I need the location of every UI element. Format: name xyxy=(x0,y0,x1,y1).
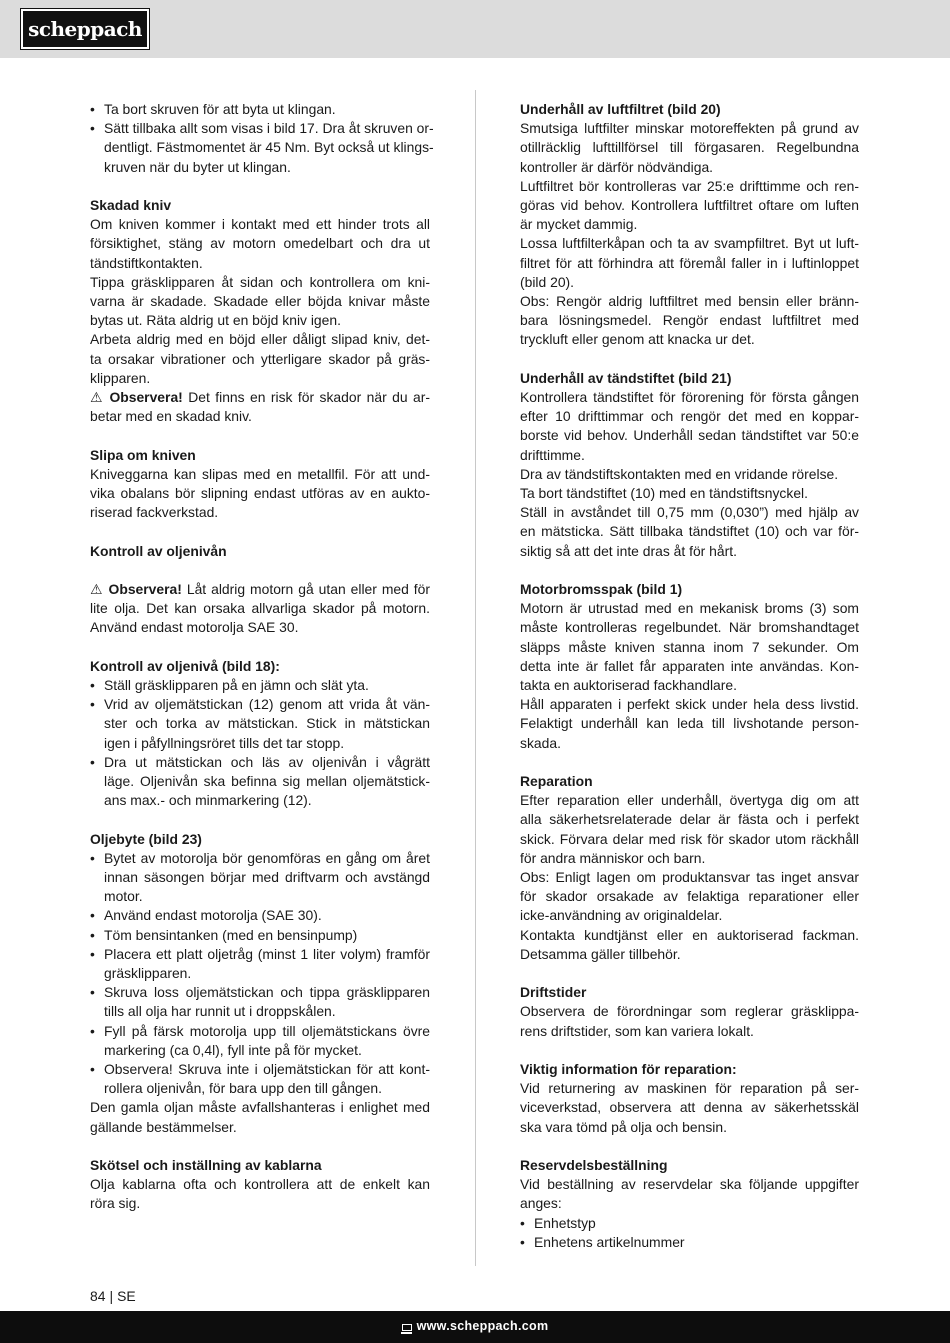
text-line: viceverkstad, observera att denna av säkerhetsskäl xyxy=(520,1099,859,1116)
oil-check-warning: ⚠ Observera! Låt aldrig motorn gå utan eller med för xyxy=(90,581,431,598)
text-line: • Enhetens artikelnummer xyxy=(534,1233,685,1250)
text-line: drifttimme. xyxy=(520,446,585,463)
oil-check-warning-cont xyxy=(90,599,430,637)
text-line: tändstiftkontakten. xyxy=(90,254,203,271)
text-line: göras vid behov. Kontrollera luftfiltret oftare om luften xyxy=(520,197,859,214)
list-item xyxy=(90,906,430,925)
section-heading-operating-times: Driftstider xyxy=(520,984,587,1001)
page-number: 84 | SE xyxy=(90,1288,136,1304)
damaged-knife-para-3 xyxy=(90,330,430,388)
text-line: riserad fackverkstad. xyxy=(90,504,219,521)
text-line: ska vara tömd på olja och bensin. xyxy=(520,1118,727,1135)
list-item xyxy=(90,676,430,695)
text-line: Felaktigt underhåll kan leda till livshotande person- xyxy=(520,715,859,732)
text-line: anges: xyxy=(520,1195,562,1212)
text-line: otillräcklig lufttillförsel till förgasaren. Regelbundna xyxy=(520,139,859,156)
text-line: Efter reparation eller underhåll, övertyga dig om att xyxy=(520,792,859,809)
repair-info-para xyxy=(520,1079,859,1137)
oil-level-bullets xyxy=(90,676,430,810)
spark-plug-para-2 xyxy=(520,465,859,484)
section-heading-brake: Motorbromsspak (bild 1) xyxy=(520,581,683,598)
text-line: lite olja. Det kan orsaka allvarliga skador på motorn. xyxy=(90,600,430,617)
text-line: efter 10 drifttimmar och rengör det med en koppar- xyxy=(520,408,859,425)
section-heading-spare-parts: Reservdelsbeställning xyxy=(520,1157,668,1174)
text-line: klipparen. xyxy=(90,369,151,386)
text-line: för skador orsakade av felaktiga reparationer eller xyxy=(520,888,859,905)
page-footer xyxy=(0,1311,950,1343)
text-line: ster och torka av mätstickan. Stick in mätstickan xyxy=(104,715,430,732)
website-link[interactable]: www.scheppach.com xyxy=(0,1319,950,1333)
text-line: • Vrid av oljemätstickan (12) genom att vrida åt vän- xyxy=(104,696,430,713)
text-line: ta orsakar vibrationer och ytterligare skador på gräs- xyxy=(90,350,430,367)
text-line: borste vid behov. Underhåll sedan tändstiftet var 50:e xyxy=(520,427,859,444)
text-line: takta en auktoriserad fackhandlare. xyxy=(520,677,737,694)
text-line: Olja kablarna ofta och kontrollera att de enkelt kan xyxy=(90,1176,430,1193)
right-column xyxy=(520,100,859,1252)
section-heading-oil-change: Oljebyte (bild 23) xyxy=(90,830,202,847)
scheppach-logo: scheppach xyxy=(21,9,149,49)
text-line: • Ställ gräsklipparen på en jämn och slät yta. xyxy=(104,677,369,694)
spark-plug-para-4 xyxy=(520,503,859,561)
text-line: bytas ut. Räta aldrig ut en böjd kniv igen. xyxy=(90,312,341,329)
damaged-knife-para-2 xyxy=(90,273,430,331)
text-line: rollera oljenivån, för bara upp den till gången. xyxy=(104,1080,382,1097)
spare-parts-para xyxy=(520,1175,859,1213)
list-item xyxy=(520,1233,859,1252)
text-line: bara lösningsmedel. Rengör endast luftfiltret med xyxy=(520,312,859,329)
text-line: • Enhetstyp xyxy=(534,1214,596,1231)
list-item xyxy=(90,1022,430,1060)
text-line: läge. Oljenivån ska befinna sig mellan oljemätstick- xyxy=(104,773,430,790)
text-line: kontroller är därför nödvändiga. xyxy=(520,158,714,175)
text-line: Luftfiltret bör kontrolleras var 25:e drifttimme och ren- xyxy=(520,177,859,194)
list-item xyxy=(90,119,434,177)
list-item xyxy=(90,1060,430,1098)
text-line: för andra människor och barn. xyxy=(520,849,706,866)
text-line: motor. xyxy=(104,888,143,905)
text-line: Tippa gräsklipparen åt sidan och kontrollera om kni- xyxy=(90,273,430,290)
text-line: varna är skadade. Skadade eller böjda knivar måste xyxy=(90,293,430,310)
text-line: Observera de förordningar som reglerar gräsklippa- xyxy=(520,1003,859,1020)
spark-plug-para-3 xyxy=(520,484,859,503)
text-line: detta inte är fallet får apparaten inte användas. Kon- xyxy=(520,657,859,674)
list-item xyxy=(90,926,430,945)
text-line: Om kniven kommer i kontakt med ett hinder trots all xyxy=(90,216,430,233)
text-line: gräsklipparen. xyxy=(104,965,192,982)
sharpen-para xyxy=(90,465,430,523)
list-item xyxy=(90,753,430,811)
text-line: måste kontrolleras regelbundet. När bromshandtaget xyxy=(520,619,859,636)
text-line: tills all olja har runnit ut i droppskålen. xyxy=(104,1003,336,1020)
list-item xyxy=(90,849,430,907)
air-filter-para-2 xyxy=(520,177,859,235)
section-heading-oil-level: Kontroll av oljenivå (bild 18): xyxy=(90,657,280,674)
cables-para xyxy=(90,1175,430,1213)
text-line: markering (ca 0,4l), fyll inte på för mycket. xyxy=(104,1041,362,1058)
text-line: igen i påfyllningsröret tills det tar stopp. xyxy=(104,734,345,751)
text-line: kruven när du byter ut klingan. xyxy=(104,158,291,175)
warning-icon: ⚠ xyxy=(90,581,104,598)
damaged-knife-warning: ⚠ Observera! Det finns en risk för skador när du ar- betar med en skadad kniv. xyxy=(90,389,430,425)
brake-para-1 xyxy=(520,599,859,695)
blade-bullets xyxy=(90,100,434,177)
text-line: • Dra ut mätstickan och läs av oljenivån i vågrätt xyxy=(104,753,430,770)
list-item xyxy=(90,945,430,983)
text-line: Ställ in avståndet till 0,75 mm (0,030”) med hjälp av xyxy=(520,504,859,521)
text-line: röra sig. xyxy=(90,1195,141,1212)
text-line: Kniveggarna kan slipas med en metallfil. För att und- xyxy=(90,465,430,482)
text-line: innan säsongen börjar med driftvarm och avstängd xyxy=(104,869,430,886)
text-line: skada. xyxy=(520,734,561,751)
text-line: Obs: Rengör aldrig luftfiltret med bensin eller bränn- xyxy=(520,293,859,310)
text-line: Vid beställning av reservdelar ska följande uppgifter xyxy=(520,1176,859,1193)
monitor-icon xyxy=(402,1324,412,1331)
text-line: • Använd endast motorolja (SAE 30). xyxy=(104,907,322,924)
section-heading-damaged-knife: Skadad kniv xyxy=(90,197,172,213)
text-line: (bild 20). xyxy=(520,273,575,290)
text-line: tryckluft eller genom att knacka ur det. xyxy=(520,331,755,348)
text-line: Kontakta kundtjänst eller en auktoriserad fackman. xyxy=(520,926,859,943)
text-line: Håll apparaten i perfekt skick under hela dess livstid. xyxy=(520,696,859,713)
text-line: • Bytet av motorolja bör genomföras en gång om året xyxy=(104,849,430,866)
text-line: alla säkerhetsrelaterade delar är fästa och i perfekt xyxy=(520,811,859,828)
oil-change-after xyxy=(90,1098,430,1136)
section-heading-spark-plug: Underhåll av tändstiftet (bild 21) xyxy=(520,369,732,386)
air-filter-para-4 xyxy=(520,292,859,350)
brake-para-2 xyxy=(520,695,859,753)
text-line: rens driftstider, som kan variera lokalt. xyxy=(520,1022,754,1039)
text-line: Arbeta aldrig med en böjd eller dåligt slipad kniv, det- xyxy=(90,331,430,348)
damaged-knife-para-1 xyxy=(90,215,430,273)
text-line: siktig så att det inte dras åt för hårt. xyxy=(520,542,737,559)
text-line: dentligt. Fästmomentet är 45 Nm. Byt också ut klings- xyxy=(104,139,434,156)
text-line: Smutsiga luftfilter minskar motoreffekten på grund av xyxy=(520,120,859,137)
text-line: • Töm bensintanken (med en bensinpump) xyxy=(104,926,358,943)
text-line: ans max.- och minmarkering (12). xyxy=(104,792,312,809)
repair-para-2 xyxy=(520,868,859,926)
list-item xyxy=(90,983,430,1021)
text-line: Använd endast motorolja SAE 30. xyxy=(90,619,299,636)
text-line: släpps måste kniven stanna inom 7 sekunder. Om xyxy=(520,638,859,655)
spark-plug-para-1 xyxy=(520,388,859,465)
air-filter-para-1 xyxy=(520,119,859,177)
list-item xyxy=(90,100,430,119)
text-line: Detsamma gäller tillbehör. xyxy=(520,945,681,962)
section-heading-sharpen: Slipa om kniven xyxy=(90,446,196,463)
text-line: vika obalans bör slipning endast utföras av en aukto- xyxy=(90,485,430,502)
repair-para-3 xyxy=(520,926,859,964)
list-item xyxy=(90,695,430,753)
warning-icon: ⚠ xyxy=(90,389,105,406)
section-heading-repair-info: Viktig information för reparation: xyxy=(520,1061,737,1078)
text-line: en mätsticka. Sätt tillbaka tändstiftet (10) och var för- xyxy=(520,523,859,540)
left-column xyxy=(90,100,434,1214)
page-header xyxy=(0,0,950,58)
text-line: skick. Förvara delar med risk för skador utom räckhåll xyxy=(520,830,859,847)
text-line: • Fyll på färsk motorolja upp till oljemätstickans övre xyxy=(104,1022,430,1039)
text-line: Ta bort tändstiftet (10) med en tändstiftsnyckel. xyxy=(520,485,808,502)
text-line: Vid returnering av maskinen för reparation på ser- xyxy=(520,1080,859,1097)
section-heading-cables: Skötsel och inställning av kablarna xyxy=(90,1157,322,1174)
repair-para-1 xyxy=(520,791,859,868)
text-line: Obs: Enligt lagen om produktansvar tas inget ansvar xyxy=(520,869,859,886)
text-line: • Skruva loss oljemätstickan och tippa gräsklipparen xyxy=(104,984,430,1001)
spare-parts-bullets xyxy=(520,1214,859,1252)
text-line: Motorn är utrustad med en mekanisk broms (3) som xyxy=(520,600,859,617)
text-line: filtret för att förhindra att föremål faller in i luftinloppet xyxy=(520,254,859,271)
text-line: Dra av tändstiftskontakten med en vridande rörelse. xyxy=(520,465,839,482)
text-line: försiktighet, stäng av motorn omedelbart och dra ut xyxy=(90,235,430,252)
text-line: • Ta bort skruven för att byta ut klingan. xyxy=(104,101,336,117)
column-divider xyxy=(475,90,476,1266)
section-heading-oil-check: Kontroll av oljenivån xyxy=(90,542,227,559)
text-line: Den gamla oljan måste avfallshanteras i enlighet med xyxy=(90,1099,430,1116)
operating-times-para xyxy=(520,1002,859,1040)
section-heading-repair: Reparation xyxy=(520,773,593,790)
air-filter-para-3 xyxy=(520,234,859,292)
section-heading-air-filter: Underhåll av luftfiltret (bild 20) xyxy=(520,101,721,117)
text-line: är mycket dammig. xyxy=(520,216,638,233)
text-line: gällande bestämmelser. xyxy=(90,1118,237,1135)
text-line: • Observera! Skruva inte i oljemätstickan för att kont- xyxy=(104,1061,430,1078)
text-line: • Placera ett platt oljetråg (minst 1 liter volym) framför xyxy=(104,945,430,962)
text-line: icke-användning av originaldelar. xyxy=(520,907,723,924)
oil-change-bullets xyxy=(90,849,430,1099)
text-line: Lossa luftfilterkåpan och ta av svampfiltret. Byt ut luft- xyxy=(520,235,859,252)
list-item xyxy=(520,1214,859,1233)
text-line: Kontrollera tändstiftet för förorening för första gången xyxy=(520,389,859,406)
text-line: • Sätt tillbaka allt som visas i bild 17. Dra åt skruven or- xyxy=(104,120,434,137)
